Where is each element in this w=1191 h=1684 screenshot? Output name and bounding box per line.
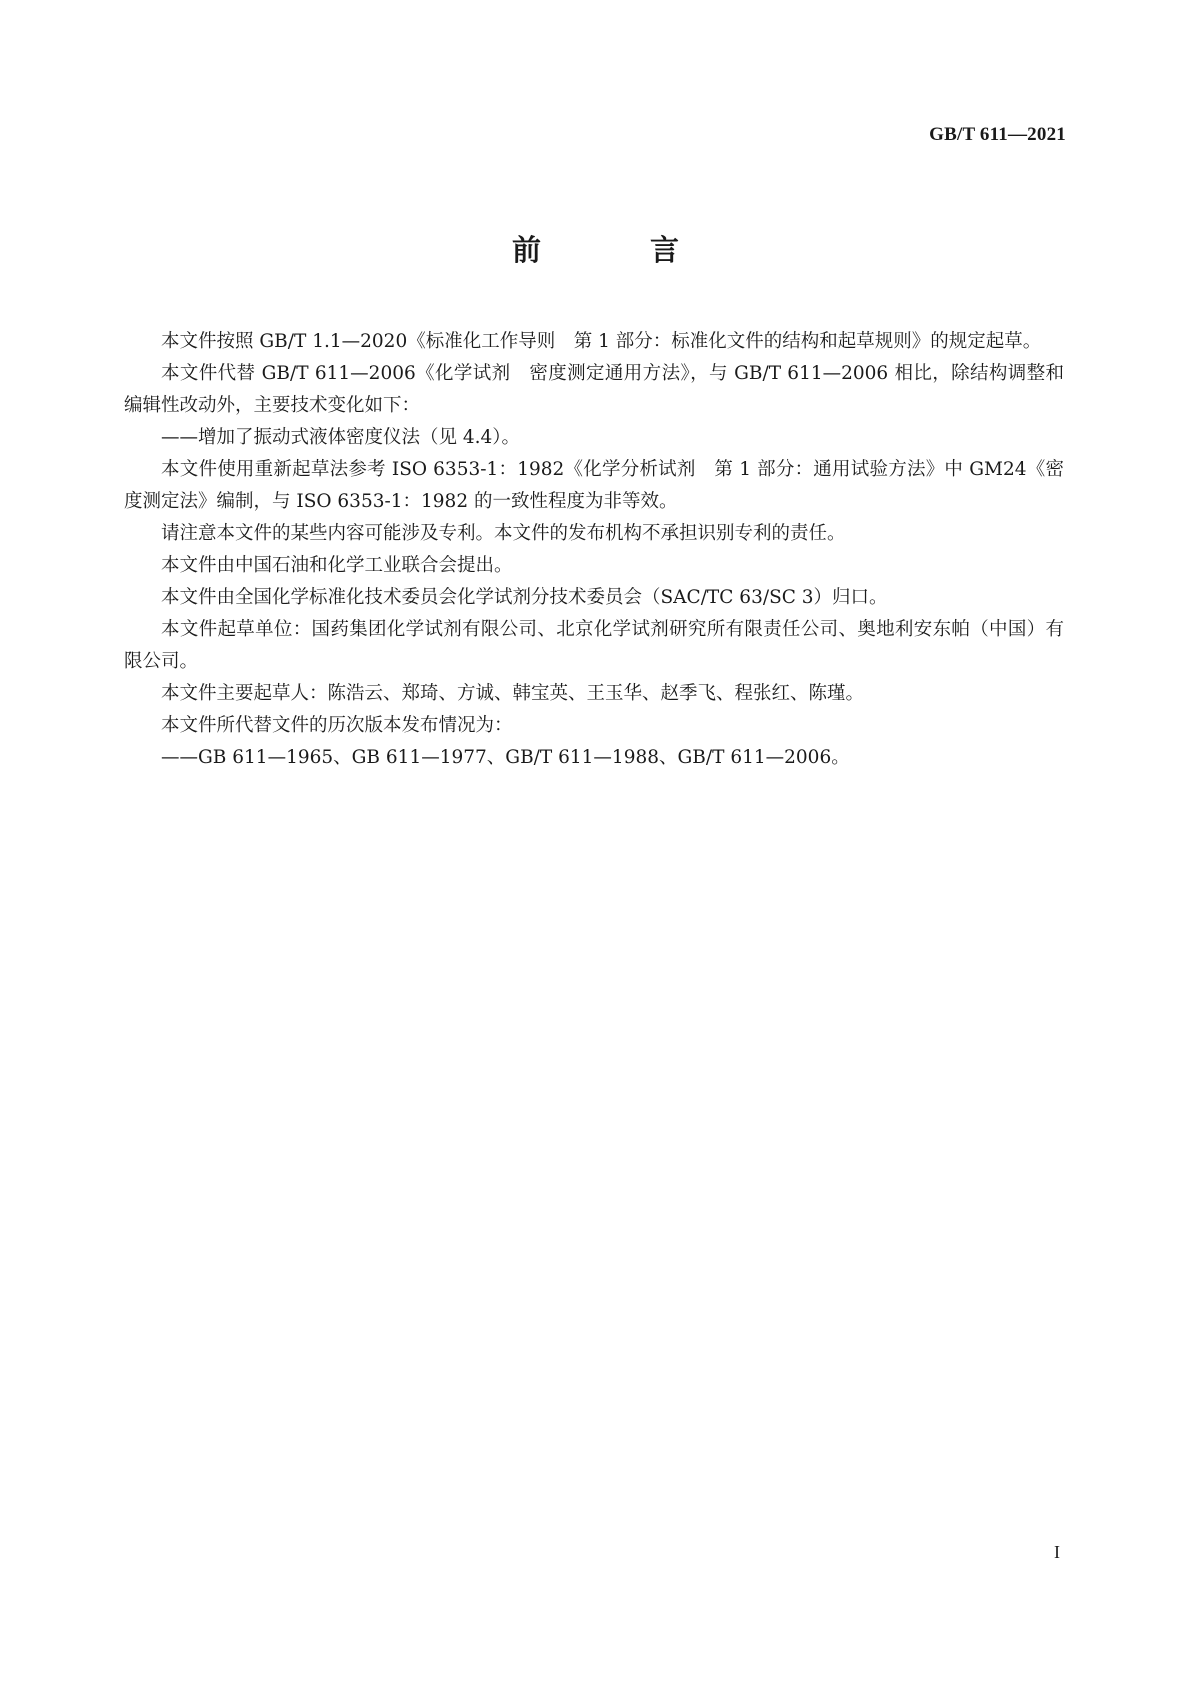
list-item-version-history: ——GB 611—1965、GB 611—1977、GB/T 611—1988、GB/T 611—2006。	[161, 747, 850, 768]
foreword-body	[124, 326, 1064, 774]
page-title: 前 言	[511, 233, 719, 267]
list-item-technical-change: ——增加了振动式液体密度仪法（见 4.4）。	[161, 427, 521, 448]
paragraph-patent-notice: 请注意本文件的某些内容可能涉及专利。本文件的发布机构不承担识别专利的责任。	[161, 523, 846, 544]
paragraph-drafters: 本文件主要起草人：陈浩云、郑琦、方诚、韩宝英、王玉华、赵季飞、程张红、陈瑾。	[161, 683, 865, 704]
paragraph-proposer: 本文件由中国石油和化学工业联合会提出。	[161, 555, 513, 576]
paragraph-history-intro: 本文件所代替文件的历次版本发布情况为：	[161, 715, 513, 736]
page-number: I	[1054, 1542, 1060, 1562]
paragraph-replacement: 本文件代替 GB/T 611—2006《化学试剂 密度测定通用方法》，与 GB/T 611—2006 相比，除结构调整和编辑性改动外，主要技术变化如下：	[124, 363, 1064, 416]
document-code: GB/T 611—2021	[929, 124, 1066, 145]
paragraph-drafting-rules: 本文件按照 GB/T 1.1—2020《标准化工作导则 第 1 部分：标准化文件的结构和起草规则》的规定起草。	[161, 331, 1042, 352]
paragraph-drafting-units: 本文件起草单位：国药集团化学试剂有限公司、北京化学试剂研究所有限责任公司、奥地利安东帕（中国）有限公司。	[124, 619, 1064, 672]
paragraph-iso-reference: 本文件使用重新起草法参考 ISO 6353-1：1982《化学分析试剂 第 1 部分：通用试验方法》中 GM24《密度测定法》编制，与 ISO 6353-1：1982 的一致性程度为非等效。	[124, 459, 1064, 512]
paragraph-committee: 本文件由全国化学标准化技术委员会化学试剂分技术委员会（SAC/TC 63/SC 3）归口。	[161, 587, 888, 608]
